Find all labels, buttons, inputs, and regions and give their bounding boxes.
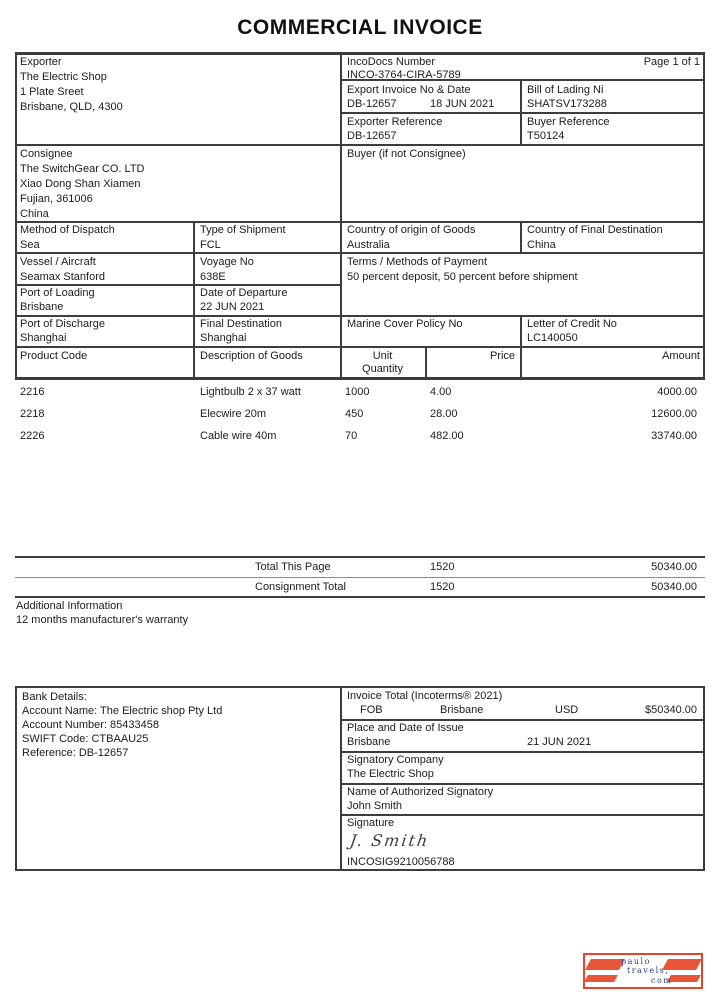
signature-label: Signature xyxy=(347,817,395,829)
signatory-company-label: Signatory Company xyxy=(347,754,444,766)
exporter-city: Brisbane, QLD, 4300 xyxy=(20,101,123,113)
voyage-label: Voyage No xyxy=(200,256,254,268)
total-this-page-amount: 50340.00 xyxy=(651,561,697,573)
col-price: Price xyxy=(489,350,515,362)
bank-box-border-h xyxy=(342,783,705,785)
table-border-h xyxy=(15,52,705,55)
bank-account-name: Account Name: The Electric shop Pty Ltd xyxy=(22,705,223,717)
signature-handwriting: J. Smith xyxy=(348,831,431,850)
item-code: 2216 xyxy=(20,386,45,398)
incodocs-number-value: INCO-3764-CIRA-5789 xyxy=(347,69,461,81)
port-of-loading-value: Brisbane xyxy=(20,301,64,313)
item-code: 2218 xyxy=(20,408,45,420)
invoice-total-label: Invoice Total (Incoterms® 2021) xyxy=(347,690,503,702)
table-border-v xyxy=(520,315,522,379)
col-description: Description of Goods xyxy=(200,350,303,362)
totals-border-h xyxy=(15,556,705,558)
buyer-reference-label: Buyer Reference xyxy=(527,116,610,128)
type-of-shipment-label: Type of Shipment xyxy=(200,224,286,236)
item-description: Lightbulb 2 x 37 watt xyxy=(200,386,301,398)
table-border-v xyxy=(520,79,522,144)
col-quantity: Quantity xyxy=(362,363,403,375)
date-of-departure-label: Date of Departure xyxy=(200,287,288,299)
country-origin-value: Australia xyxy=(347,239,390,251)
item-price: 4.00 xyxy=(430,386,452,398)
logo-text-line2: travels, xyxy=(627,966,670,975)
item-description: Cable wire 40m xyxy=(200,430,277,442)
bank-account-number: Account Number: 85433458 xyxy=(22,719,159,731)
marine-cover-label: Marine Cover Policy No xyxy=(347,318,463,330)
country-destination-value: China xyxy=(527,239,556,251)
signatory-company-value: The Electric Shop xyxy=(347,768,434,780)
vessel-label: Vessel / Aircraft xyxy=(20,256,96,268)
invoice-total-place: Brisbane xyxy=(440,704,484,716)
date-of-issue: 21 JUN 2021 xyxy=(527,736,592,748)
voyage-value: 638E xyxy=(200,271,226,283)
consignee-region: Fujian, 361006 xyxy=(20,193,93,205)
logo-text-line1: paulo xyxy=(621,957,651,966)
authorized-signatory-value: John Smith xyxy=(347,800,403,812)
invoice-total-amount: $50340.00 xyxy=(645,704,697,716)
bank-box-border-v xyxy=(340,686,342,871)
item-code: 2226 xyxy=(20,430,45,442)
terms-value: 50 percent deposit, 50 percent before shipment xyxy=(347,271,578,283)
consignee-street: Xiao Dong Shan Xiamen xyxy=(20,178,141,190)
table-border-v xyxy=(15,52,17,379)
exporter-label: Exporter xyxy=(20,56,62,68)
table-border-h xyxy=(15,284,342,286)
item-description: Elecwire 20m xyxy=(200,408,267,420)
table-border-h xyxy=(15,315,705,317)
consignment-total-label: Consignment Total xyxy=(255,581,346,593)
terms-label: Terms / Methods of Payment xyxy=(347,256,487,268)
table-border-h xyxy=(15,221,705,223)
item-amount: 4000.00 xyxy=(657,386,697,398)
table-border-h xyxy=(15,346,705,348)
authorized-signatory-label: Name of Authorized Signatory xyxy=(347,786,494,798)
bill-of-lading-value: SHATSV173288 xyxy=(527,98,607,110)
bank-swift-code: SWIFT Code: CTBAAU25 xyxy=(22,733,149,745)
consignee-name: The SwitchGear CO. LTD xyxy=(20,163,145,175)
bank-box-border-h xyxy=(15,686,705,688)
port-of-discharge-label: Port of Discharge xyxy=(20,318,105,330)
exporter-reference-label: Exporter Reference xyxy=(347,116,443,128)
totals-border-h xyxy=(15,596,705,598)
place-of-issue: Brisbane xyxy=(347,736,391,748)
paulo-travels-logo xyxy=(583,953,703,989)
logo-stripe xyxy=(585,959,625,970)
bank-details-title: Bank Details: xyxy=(22,691,87,703)
table-border-h xyxy=(342,112,705,114)
bank-box-border-h xyxy=(342,814,705,816)
exporter-street: 1 Plate Sreet xyxy=(20,86,84,98)
table-border-v xyxy=(520,221,522,252)
additional-info-value: 12 months manufacturer's warranty xyxy=(16,614,189,626)
table-border-v xyxy=(703,52,705,379)
bank-box-border-h xyxy=(342,719,705,721)
exporter-reference-value: DB-12657 xyxy=(347,130,397,142)
signature-code: INCOSIG9210056788 xyxy=(347,856,455,868)
col-amount: Amount xyxy=(662,350,700,362)
item-amount: 12600.00 xyxy=(651,408,697,420)
item-price: 482.00 xyxy=(430,430,464,442)
date-of-departure-value: 22 JUN 2021 xyxy=(200,301,265,313)
port-of-loading-label: Port of Loading xyxy=(20,287,95,299)
total-this-page-quantity: 1520 xyxy=(430,561,455,573)
vessel-value: Seamax Stanford xyxy=(20,271,105,283)
page-indicator: Page 1 of 1 xyxy=(643,56,700,68)
letter-of-credit-label: Letter of Credit No xyxy=(527,318,617,330)
table-border-v xyxy=(193,221,195,379)
bill-of-lading-label: Bill of Lading Ni xyxy=(527,84,604,96)
bank-box-border-v xyxy=(15,686,17,871)
table-border-v xyxy=(340,52,342,379)
consignment-total-amount: 50340.00 xyxy=(651,581,697,593)
bank-box-border-h xyxy=(342,751,705,753)
place-date-issue-label: Place and Date of Issue xyxy=(347,722,464,734)
col-unit: Unit xyxy=(372,350,393,362)
table-border-h xyxy=(15,144,705,146)
invoice-total-currency: USD xyxy=(555,704,579,716)
invoice-total-incoterm: FOB xyxy=(360,704,383,716)
method-of-dispatch-value: Sea xyxy=(20,239,40,251)
buyer-label: Buyer (if not Consignee) xyxy=(347,148,466,160)
totals-border-h xyxy=(15,577,705,578)
export-invoice-label: Export Invoice No & Date xyxy=(347,84,471,96)
consignee-label: Consignee xyxy=(20,148,73,160)
bank-box-border-h xyxy=(15,869,705,871)
table-border-h xyxy=(15,377,705,380)
bank-reference: Reference: DB-12657 xyxy=(22,747,129,759)
col-product-code: Product Code xyxy=(20,350,88,362)
type-of-shipment-value: FCL xyxy=(200,239,221,251)
item-amount: 33740.00 xyxy=(651,430,697,442)
final-destination-value: Shanghai xyxy=(200,332,247,344)
method-of-dispatch-label: Method of Dispatch xyxy=(20,224,115,236)
export-invoice-number: DB-12657 xyxy=(347,98,397,110)
page-title: COMMERCIAL INVOICE xyxy=(237,16,483,39)
additional-info-label: Additional Information xyxy=(16,600,123,612)
item-quantity: 70 xyxy=(345,430,358,442)
exporter-name: The Electric Shop xyxy=(20,71,107,83)
item-quantity: 1000 xyxy=(345,386,370,398)
country-origin-label: Country of origin of Goods xyxy=(347,224,476,236)
logo-stripe xyxy=(584,975,618,982)
total-this-page-label: Total This Page xyxy=(255,561,331,573)
item-quantity: 450 xyxy=(345,408,364,420)
logo-text-line3: com xyxy=(651,976,673,985)
consignee-country: China xyxy=(20,208,49,220)
letter-of-credit-value: LC140050 xyxy=(527,332,578,344)
buyer-reference-value: T50124 xyxy=(527,130,565,142)
item-price: 28.00 xyxy=(430,408,458,420)
consignment-total-quantity: 1520 xyxy=(430,581,455,593)
export-invoice-date: 18 JUN 2021 xyxy=(430,98,495,110)
port-of-discharge-value: Shanghai xyxy=(20,332,67,344)
bank-box-border-v xyxy=(703,686,705,871)
country-destination-label: Country of Final Destination xyxy=(527,224,663,236)
table-border-h xyxy=(15,252,705,254)
incodocs-number-label: IncoDocs Number xyxy=(347,56,436,68)
final-destination-label: Final Destination xyxy=(200,318,282,330)
